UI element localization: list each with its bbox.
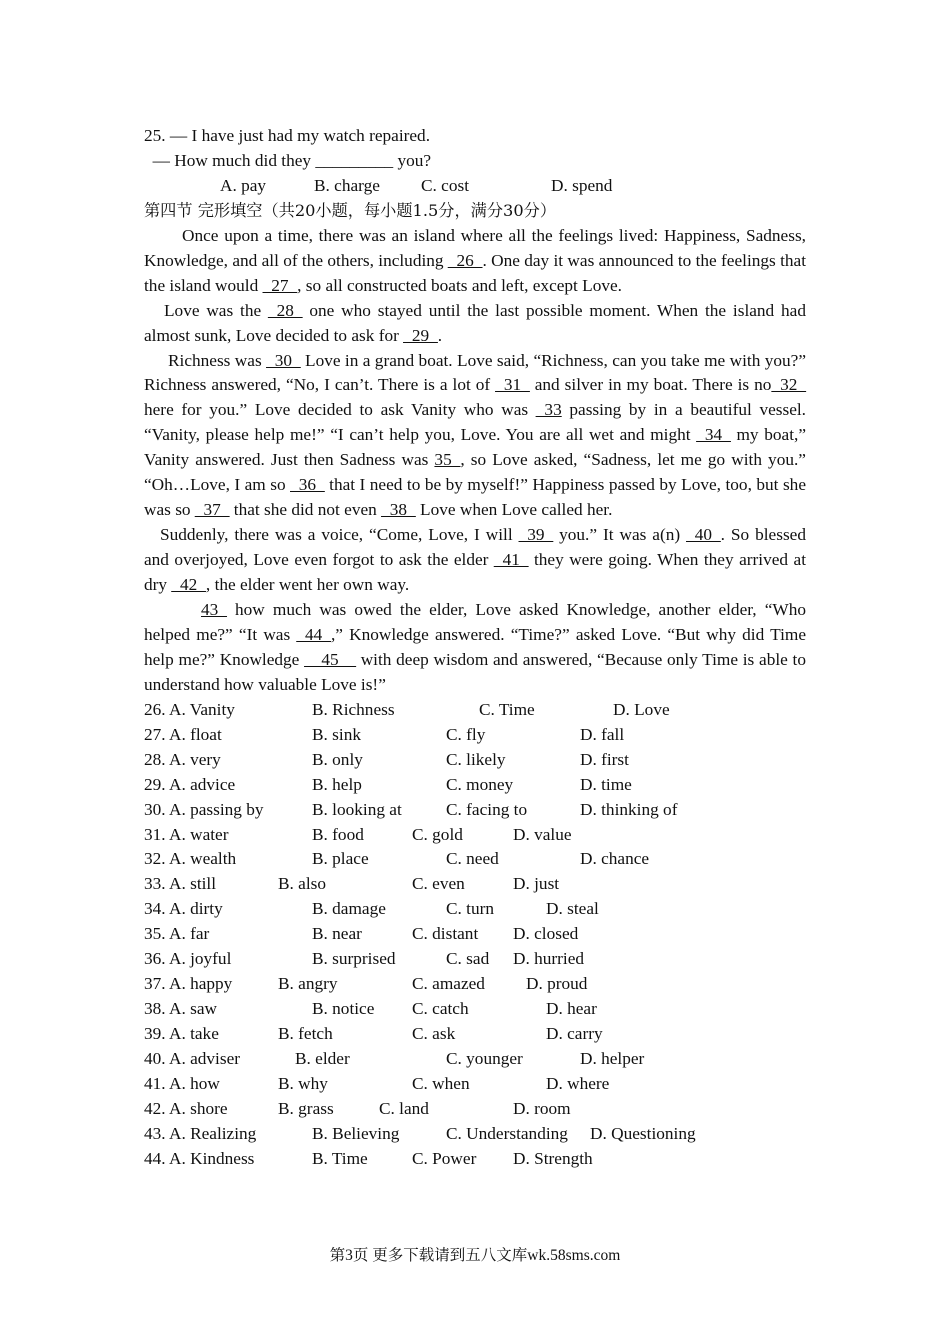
question-number-option-a: 43. A. Realizing: [144, 1123, 257, 1143]
option-c: C. amazed: [412, 974, 485, 994]
page-footer: 第3页 更多下载请到五八文库wk.58sms.com: [329, 1247, 621, 1264]
q25-option-b: B. charge: [314, 175, 380, 195]
option-b: B. damage: [312, 899, 386, 919]
passage-text: my boat,” Vanity answered. Just then Sadness was: [144, 425, 806, 470]
option-d: D. room: [513, 1098, 571, 1118]
option-c: C. Time: [479, 699, 535, 719]
option-c: C. need: [446, 849, 499, 869]
option-b: B. angry: [278, 974, 338, 994]
option-d: D. time: [580, 774, 632, 794]
question-number-option-a: 29. A. advice: [144, 774, 236, 794]
passage-text: that I need to be by myself!” Happiness passed by Love, too, but she was so: [144, 475, 806, 520]
passage-text: Love was the: [164, 300, 268, 320]
option-c: C. land: [379, 1098, 429, 1118]
q25-stem: 25. — I have just had my watch repaired.: [144, 126, 431, 145]
option-d: D. fall: [580, 724, 625, 744]
option-d: D. Love: [613, 699, 670, 719]
q25-option-d: D. spend: [551, 175, 613, 195]
passage-text: .: [437, 325, 443, 345]
blank: _27_: [262, 275, 298, 295]
question-number-option-a: 36. A. joyful: [144, 949, 232, 969]
option-c: C. distant: [412, 924, 479, 944]
option-c: C. catch: [412, 999, 469, 1019]
option-b: B. surprised: [312, 949, 396, 969]
option-c: C. money: [446, 774, 514, 794]
blank: 35_: [434, 450, 461, 470]
question-row: [144, 972, 806, 997]
passage-text: Love when Love called her.: [415, 500, 613, 520]
question-row: [144, 1047, 806, 1072]
blank: _39_: [518, 525, 554, 545]
option-b: B. near: [312, 924, 362, 944]
question-row: [144, 698, 806, 723]
option-d: D. carry: [546, 1024, 603, 1044]
option-d: D. Questioning: [590, 1123, 696, 1143]
passage-text: . So blessed and overjoyed, Love even forgot to ask the elder: [144, 525, 806, 570]
blank: _37_: [194, 500, 230, 520]
q25-option-c: C. cost: [421, 175, 470, 195]
passage-paragraph: [144, 224, 806, 299]
question-number-option-a: 38. A. saw: [144, 999, 217, 1019]
question-row: [144, 847, 806, 872]
blank: _30_: [266, 350, 301, 370]
passage-text: Love in a grand boat. Love said, “Richness, can you take me with you?” Richness answered, “No, I can’t. There is a lot of: [144, 350, 806, 395]
option-c: C. when: [412, 1073, 470, 1093]
passage-text: Richness was: [168, 350, 267, 370]
question-row: [144, 947, 806, 972]
passage-text: one who stayed until the last possible moment. When the island had almost sunk, Love decided to ask for: [144, 300, 806, 345]
question-row: [144, 798, 806, 823]
passage-text: that she did not even: [229, 500, 382, 520]
option-c: C. Power: [412, 1148, 477, 1168]
question-number-option-a: 42. A. shore: [144, 1098, 228, 1118]
q25-options: [144, 174, 806, 199]
question-row: [144, 748, 806, 773]
blank: _42_: [171, 575, 206, 595]
option-d: D. proud: [526, 974, 588, 994]
option-d: D. helper: [580, 1048, 645, 1068]
option-c: C. sad: [446, 949, 490, 969]
option-b: B. place: [312, 849, 369, 869]
passage-text: , so Love asked, “Sadness, let me go with you.” “Oh…Love, I am so: [144, 450, 806, 495]
passage-paragraph: [144, 349, 806, 524]
passage-paragraph: [144, 299, 806, 349]
passage-text: passing by in a beautiful vessel. “Vanity, please help me!” “I can’t help you, Love. You are all wet and might: [144, 400, 806, 445]
option-d: D. first: [580, 749, 629, 769]
option-c: C. ask: [412, 1024, 456, 1044]
passage-text: they were going. When they arrived at dry: [144, 550, 806, 595]
question-row: [144, 1097, 806, 1122]
blank: _38_: [381, 500, 416, 520]
option-b: B. Believing: [312, 1123, 400, 1143]
option-d: D. where: [546, 1073, 610, 1093]
question-number-option-a: 33. A. still: [144, 874, 217, 894]
option-c: C. likely: [446, 749, 506, 769]
option-b: B. Time: [312, 1148, 368, 1168]
question-row: [144, 1122, 806, 1147]
option-b: B. fetch: [278, 1024, 333, 1044]
option-d: D. hear: [546, 999, 597, 1019]
option-d: D. steal: [546, 899, 599, 919]
question-list: [144, 698, 806, 1172]
option-b: B. notice: [312, 999, 375, 1019]
passage-text: Suddenly, there was a voice, “Come, Love, I will: [160, 525, 519, 545]
blank: _33: [535, 400, 562, 420]
option-c: C. turn: [446, 899, 495, 919]
passage-text: you.” It was a(n): [553, 525, 687, 545]
option-b: B. grass: [278, 1098, 334, 1118]
option-d: D. hurried: [513, 949, 585, 969]
blank: _40_: [686, 525, 721, 545]
option-d: D. thinking of: [580, 799, 678, 819]
passage-text: , so all constructed boats and left, except Love.: [297, 275, 623, 295]
option-b: B. sink: [312, 724, 361, 744]
option-b: B. also: [278, 874, 327, 894]
passage-paragraph: [144, 598, 806, 698]
question-number-option-a: 26. A. Vanity: [144, 699, 235, 719]
question-number-option-a: 32. A. wealth: [144, 849, 237, 869]
question-number-option-a: 44. A. Kindness: [144, 1148, 255, 1168]
option-b: B. why: [278, 1073, 328, 1093]
question-number-option-a: 30. A. passing by: [144, 799, 264, 819]
question-number-option-a: 37. A. happy: [144, 974, 233, 994]
question-row: [144, 872, 806, 897]
option-b: B. elder: [295, 1048, 350, 1068]
question-row: [144, 823, 806, 848]
passage-text: ,” Knowledge answered. “Time?” asked Love. “But why did Time help me?” Knowledge: [144, 625, 806, 669]
option-b: B. only: [312, 749, 363, 769]
question-row: [144, 723, 806, 748]
option-b: B. looking at: [312, 799, 402, 819]
question-number-option-a: 35. A. far: [144, 924, 210, 944]
option-c: C. fly: [446, 724, 486, 744]
blank: _34_: [696, 425, 731, 445]
question-number-option-a: 34. A. dirty: [144, 899, 223, 919]
question-row: [144, 1072, 806, 1097]
option-c: C. Understanding: [446, 1123, 568, 1143]
question-number-option-a: 39. A. take: [144, 1024, 219, 1044]
blank: _44_: [296, 625, 331, 644]
question-row: [144, 922, 806, 947]
option-b: B. food: [312, 824, 364, 844]
option-c: C. gold: [412, 824, 463, 844]
passage-text: Once upon a time, there was an island where all the feelings lived: Happiness, Sadness, Knowledge, and all of the others, including: [144, 225, 806, 270]
option-b: B. Richness: [312, 699, 395, 719]
blank: _28_: [267, 300, 303, 320]
page-content: [144, 124, 806, 1172]
passage-text: , the elder went her own way.: [205, 575, 410, 595]
blank: __45__: [304, 649, 356, 669]
option-d: D. Strength: [513, 1148, 593, 1168]
blank: _29_: [403, 325, 438, 345]
section-title: 第四节 完形填空（共20小题，每小题1.5分，满分30分）: [144, 200, 557, 220]
blank: _31_: [495, 375, 530, 395]
option-d: D. just: [513, 874, 560, 894]
option-d: D. chance: [580, 849, 650, 869]
passage-text: with deep wisdom and answered, “Because only Time is able to understand how valuable Love is!”: [144, 649, 806, 694]
q25-response: — How much did they _________ you?: [144, 150, 432, 170]
passage-text: . One day it was announced to the feelings that the island would: [144, 250, 806, 295]
passage-paragraph: [144, 523, 806, 598]
option-d: D. closed: [513, 924, 579, 944]
q25-option-a: A. pay: [220, 175, 267, 195]
option-d: D. value: [513, 824, 572, 844]
question-number-option-a: 27. A. float: [144, 724, 222, 744]
question-row: [144, 897, 806, 922]
blank: _41_: [493, 550, 529, 570]
question-number-option-a: 41. A. how: [144, 1073, 220, 1093]
passage-text: how much was owed the elder, Love asked Knowledge, another elder, “Who helped me?” “It was: [144, 600, 806, 644]
question-row: [144, 1147, 806, 1172]
question-row: [144, 1022, 806, 1047]
passage-text: and silver in my boat. There is no: [529, 375, 772, 395]
blank: 43_: [201, 600, 227, 620]
blank: _32_: [771, 375, 806, 395]
option-c: C. facing to: [446, 799, 528, 819]
question-number-option-a: 28. A. very: [144, 749, 221, 769]
option-c: C. even: [412, 874, 465, 894]
blank: _36_: [290, 475, 325, 495]
question-row: [144, 997, 806, 1022]
passage-text: here for you.” Love decided to ask Vanity who was: [144, 400, 536, 420]
question-number-option-a: 40. A. adviser: [144, 1048, 240, 1068]
question-number-option-a: 31. A. water: [144, 824, 229, 844]
question-row: [144, 773, 806, 798]
option-c: C. younger: [446, 1048, 523, 1068]
option-b: B. help: [312, 774, 362, 794]
blank: _26_: [447, 250, 483, 270]
